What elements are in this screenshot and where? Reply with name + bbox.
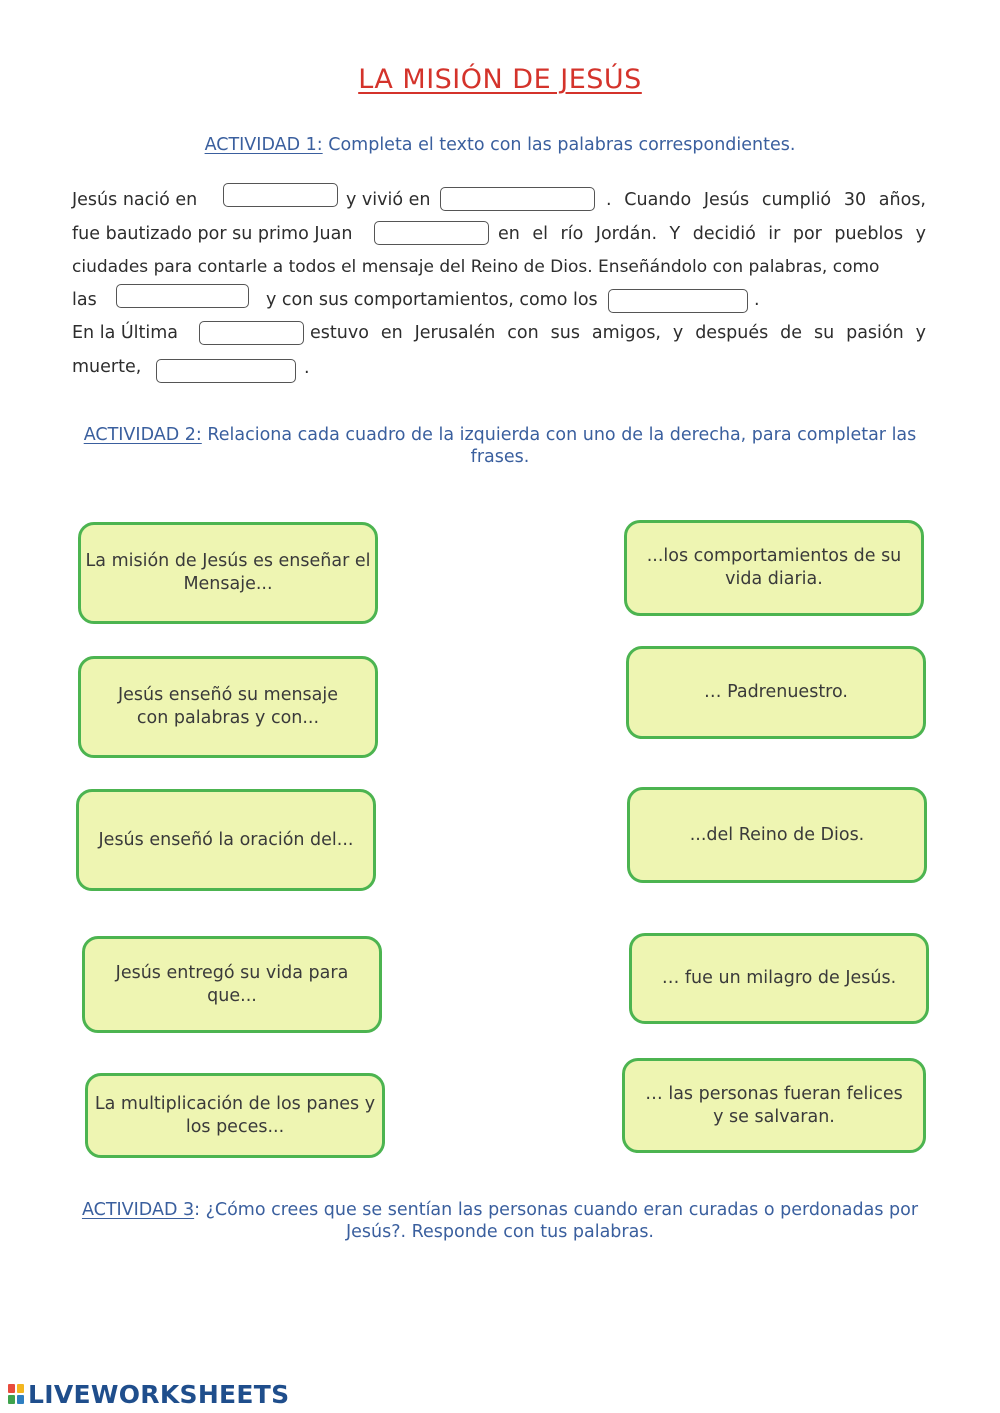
right-card-2[interactable] — [626, 646, 926, 739]
right-card-2-text: … Padrenuestro. — [704, 682, 848, 702]
left-card-3-text: Jesús enseñó la oración del... — [98, 829, 354, 850]
page-title — [0, 64, 1000, 95]
a1-line3: ciudades para contarle a todos el mensaje del Reino de Dios. Enseñándolo con palabras, como — [72, 257, 880, 277]
a1-line2-a: fue bautizado por su primo Juan — [72, 224, 353, 244]
a1-line1-c: . Cuando Jesús cumplió 30 años, — [606, 190, 926, 210]
blank-lived-in[interactable] — [440, 187, 595, 211]
a1-line1-b: y vivió en — [346, 190, 431, 210]
right-card-5-text: … las personas fueran felices y se salvaran. — [645, 1083, 903, 1127]
right-card-1-text: ...los comportamientos de su vida diaria. — [646, 546, 902, 589]
activity1-instruction: Completa el texto con las palabras correspondientes. — [328, 135, 796, 155]
liveworksheets-logo-icon — [8, 1384, 26, 1406]
a1-line2-b: en el río Jordán. Y decidió ir por pueblos y — [498, 224, 926, 244]
right-card-4-text: … fue un milagro de Jesús. — [661, 968, 897, 988]
left-card-5-text: La multiplicación de los panes y los peces... — [94, 1093, 376, 1137]
activity1-heading — [0, 135, 1000, 155]
a1-line6-b: . — [304, 358, 310, 378]
a1-line4-a: las — [72, 290, 97, 310]
blank-born-in[interactable] — [223, 183, 338, 207]
a1-line4-c: . — [754, 290, 760, 310]
a1-line1-a: Jesús nació en — [72, 190, 198, 210]
activity2-instruction: Relaciona cada cuadro de la izquierda con uno de la derecha, para completar las frases. — [207, 425, 917, 467]
activity3-instruction: : ¿Cómo crees que se sentían las personas cuando eran curadas o perdonadas por Jesús?. Responde con tus palabras. — [194, 1200, 919, 1242]
left-card-1[interactable] — [78, 522, 378, 624]
right-card-3[interactable] — [627, 787, 927, 883]
blank-behaviors[interactable] — [608, 289, 748, 313]
left-card-1-text: La misión de Jesús es enseñar el Mensaje... — [85, 551, 371, 594]
blank-resurrected[interactable] — [156, 359, 296, 383]
activity3-label: ACTIVIDAD 3 — [81, 1200, 195, 1220]
left-card-3[interactable] — [76, 789, 376, 891]
activity3-heading — [80, 1199, 920, 1243]
blank-last-supper[interactable] — [199, 321, 304, 345]
liveworksheets-logo[interactable] — [8, 1380, 289, 1409]
right-card-3-text: ...del Reino de Dios. — [689, 824, 865, 845]
blank-words[interactable] — [116, 284, 249, 308]
right-card-5[interactable] — [622, 1058, 926, 1153]
activity2-heading — [75, 424, 925, 468]
blank-baptized[interactable] — [374, 221, 489, 245]
liveworksheets-logo-text: LIVEWORKSHEETS — [28, 1380, 290, 1409]
a1-line4-b: y con sus comportamientos, como los — [266, 290, 598, 310]
a1-line5-b: estuvo en Jerusalén con sus amigos, y después de su pasión y — [310, 323, 926, 343]
left-card-2-text: Jesús enseñó su mensaje con palabras y con... — [117, 685, 339, 728]
activity2-label: ACTIVIDAD 2: — [83, 425, 202, 445]
a1-line5-a: En la Última — [72, 323, 179, 343]
right-card-4[interactable] — [629, 933, 929, 1024]
activity1-label: ACTIVIDAD 1: — [204, 135, 323, 155]
a1-line6-a: muerte, — [72, 357, 142, 377]
left-card-4[interactable] — [82, 936, 382, 1033]
left-card-2[interactable] — [78, 656, 378, 758]
right-card-1[interactable] — [624, 520, 924, 616]
left-card-5[interactable] — [85, 1073, 385, 1158]
page-title-text: LA MISIÓN DE JESÚS — [358, 64, 642, 95]
left-card-4-text: Jesús entregó su vida para que... — [115, 962, 349, 1006]
